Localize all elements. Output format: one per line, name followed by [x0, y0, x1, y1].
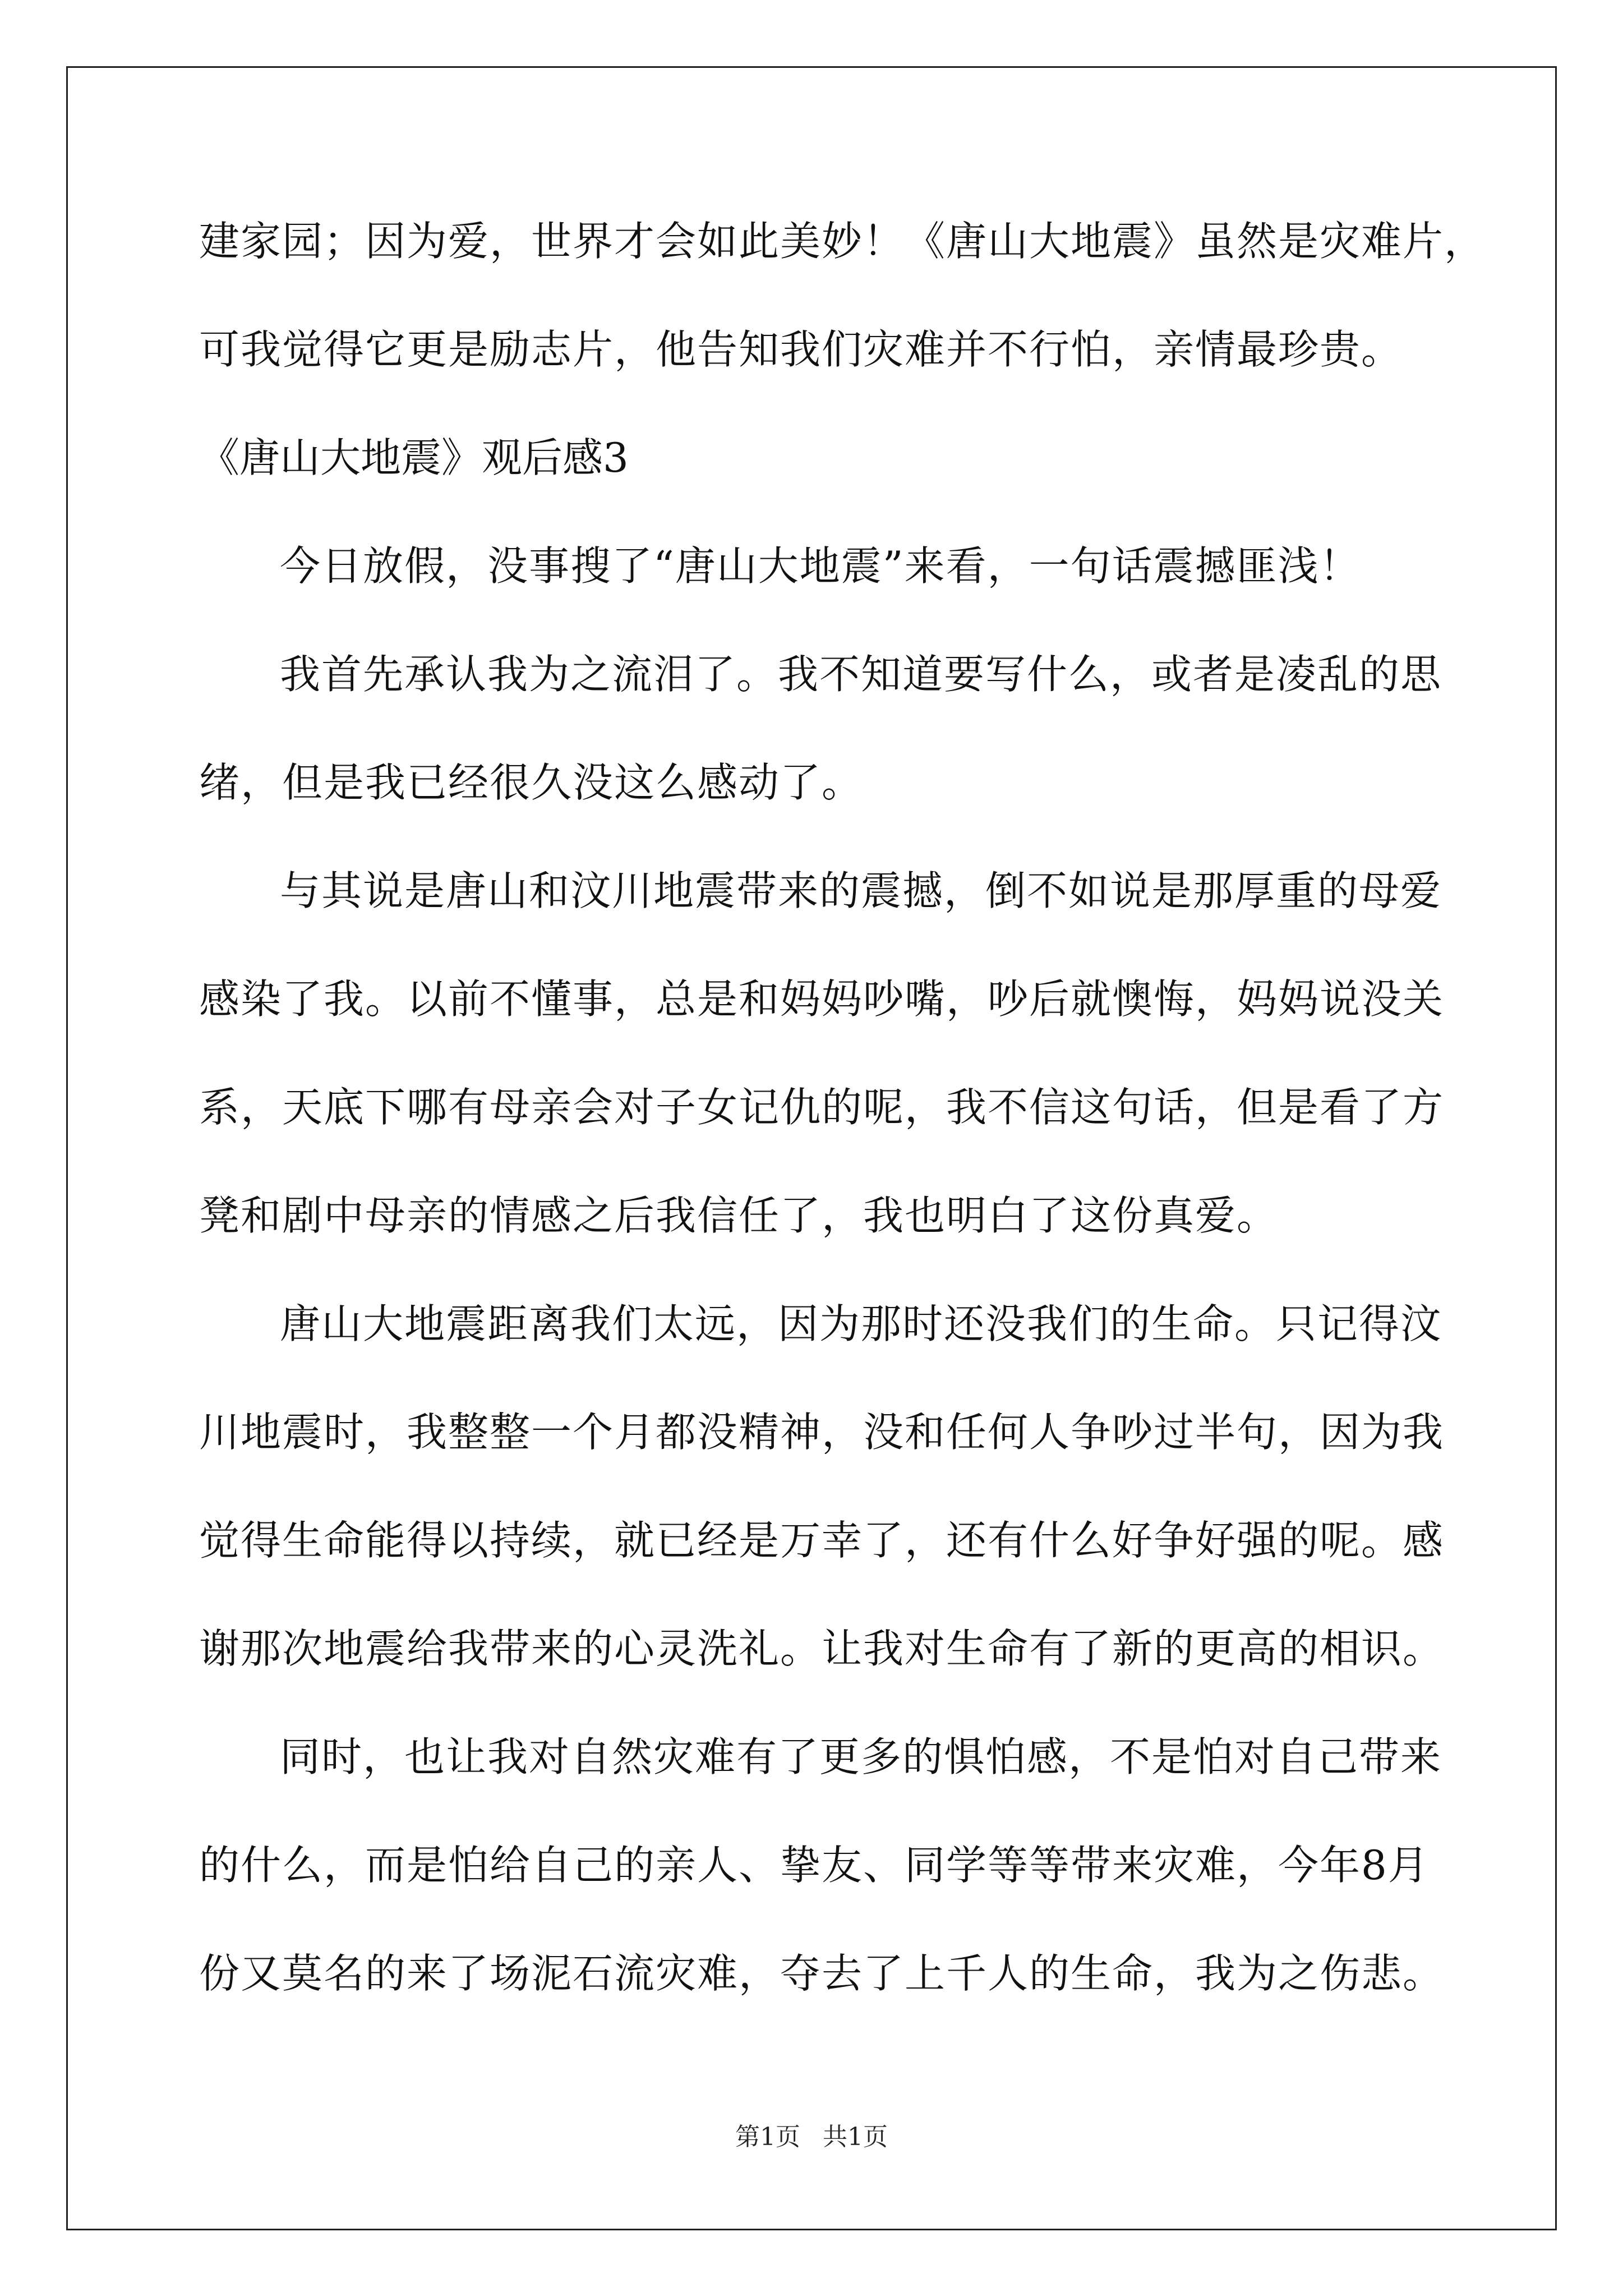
paragraph-line: 觉得生命能得以持续，就已经是万幸了，还有什么好争好强的呢。感	[199, 1517, 1445, 1564]
page-total: 共1页	[823, 2123, 888, 2151]
paragraph-line: 绪，但是我已经很久没这么感动了。	[199, 759, 864, 806]
paragraph-line: 凳和剧中母亲的情感之后我信任了，我也明白了这份真爱。	[199, 1192, 1279, 1239]
continuation-line: 建家园；因为爱，世界才会如此美妙！《唐山大地震》虽然是灾难片，	[199, 218, 1486, 265]
paragraph	[199, 1732, 1445, 1999]
paragraph	[199, 649, 1442, 808]
paragraph-line: 的什么，而是怕给自己的亲人、挚友、同学等等带来灾难，今年8月	[199, 1842, 1430, 1889]
paragraph-line: 今日放假，没事搜了“唐山大地震”来看，一句话震撼匪浅！	[280, 542, 1361, 590]
page-footer	[0, 2120, 1623, 2154]
paragraph	[199, 866, 1445, 1241]
section-heading: 《唐山大地震》观后感3	[199, 434, 629, 481]
paragraph	[199, 541, 1427, 591]
paragraph-line: 同时，也让我对自然灾难有了更多的惧怕感，不是怕对自己带来	[280, 1733, 1442, 1780]
paragraph-line: 感染了我。以前不懂事，总是和妈妈吵嘴，吵后就懊悔，妈妈说没关	[199, 976, 1445, 1023]
document-body	[199, 216, 1486, 2056]
paragraph-line: 川地震时，我整整一个月都没精神，没和任何人争吵过半句，因为我	[199, 1409, 1445, 1456]
paragraph-line: 系，天底下哪有母亲会对子女记仇的呢，我不信这句话，但是看了方	[199, 1084, 1445, 1131]
paragraph-line: 份又莫名的来了场泥石流灾难，夺去了上千人的生命，我为之伤悲。	[199, 1950, 1445, 1997]
paragraph-line: 谢那次地震给我带来的心灵洗礼。让我对生命有了新的更高的相识。	[199, 1625, 1445, 1672]
paragraph-line: 与其说是唐山和汶川地震带来的震撼，倒不如说是那厚重的母爱	[280, 867, 1442, 914]
paragraph	[199, 1299, 1445, 1674]
continuation-line: 可我觉得它更是励志片，他告知我们灾难并不行怕，亲情最珍贵。	[199, 326, 1403, 373]
paragraph-line: 我首先承认我为之流泪了。我不知道要写什么，或者是凌乱的思	[280, 651, 1442, 698]
paragraph-line: 唐山大地震距离我们太远，因为那时还没我们的生命。只记得汶	[280, 1300, 1442, 1347]
page-number: 第1页	[735, 2123, 800, 2151]
